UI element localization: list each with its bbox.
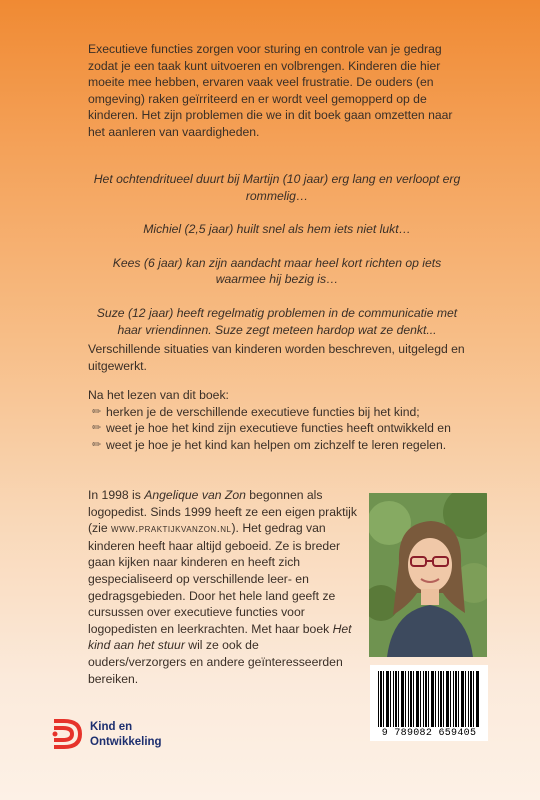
book-title: Het kind aan het stuur (88, 621, 352, 653)
author-photo (369, 493, 487, 657)
website-link[interactable]: www.praktijkvanzon.nl (111, 523, 232, 536)
author-name: Angelique van Zon (144, 488, 246, 502)
quote-michiel: Michiel (2,5 jaar) huilt snel als hem iets niet lukt… (143, 222, 411, 237)
pencil-icon: ✏ (92, 405, 102, 418)
outcomes-list (88, 404, 488, 454)
author-bio: In 1998 is Angelique van Zon begonnen als logopedist. Sinds 1999 heeft ze een eigen praktijk (zie www.praktijkvanzon.nl). Het gedrag van kinderen heeft haar altijd geboeid. Ze is breder gaan kijken naar kinderen en heeft zich gespecialiseerd op verschillende leer- en gedragsgebieden. Door het hele land geeft ze cursussen over executieve functies voor logopedisten en leerkrachten. Met haar boek Het kind aan het stuur wil ze ook de ouders/verzorgers en andere geïnteresseerden bereiken. (88, 488, 357, 686)
quote-martijn: Het ochtendritueel duurt bij Martijn (10 jaar) erg lang en verloopt erg rommelig… (93, 172, 461, 203)
publisher-logo-icon (50, 717, 84, 751)
list-item: ✏ weet je hoe het kind zijn executieve functies heeft ontwikkeld en (92, 421, 451, 436)
author-photo-illustration (369, 493, 487, 657)
isbn-barcode (370, 665, 488, 741)
outcomes-heading: Na het lezen van dit boek: (88, 388, 229, 402)
quote-kees: Kees (6 jaar) kan zijn aandacht maar heel kort richten op iets waarmee hij bezig is… (112, 255, 442, 287)
isbn-number: 9 789082 659405 (381, 728, 477, 739)
situations-paragraph: Verschillende situaties van kinderen worden beschreven, uitgelegd en uitgewerkt. (88, 342, 465, 373)
barcode-bars (378, 671, 480, 727)
intro-paragraph: Executieve functies zorgen voor sturing en controle van je gedrag zodat je een taak kunt uitvoeren en volbrengen. Kinderen die hier moeite mee hebben, ervaren vaak veel frustratie. De ouders (en omgeving) raken geïrriteerd en er wordt veel gemopperd op de kinderen. Het zijn problemen die we in dit boek gaan omzetten naar het aanleren van vaardigheden. (88, 42, 453, 139)
quote-suze: Suze (12 jaar) heeft regelmatig problemen in de communicatie met haar vriendinnen. Suze zegt meteen hardop wat ze denkt... (96, 305, 458, 337)
learning-outcomes (88, 387, 488, 453)
publisher-name: Kind en Ontwikkeling (90, 721, 162, 748)
pencil-icon: ✏ (92, 438, 102, 451)
pencil-icon: ✏ (92, 422, 102, 435)
example-quotes (88, 171, 466, 355)
list-item: ✏ herken je de verschillende executieve functies bij het kind; (92, 404, 420, 419)
list-item: ✏ weet je hoe je het kind kan helpen om zichzelf te leren regelen. (92, 437, 447, 452)
